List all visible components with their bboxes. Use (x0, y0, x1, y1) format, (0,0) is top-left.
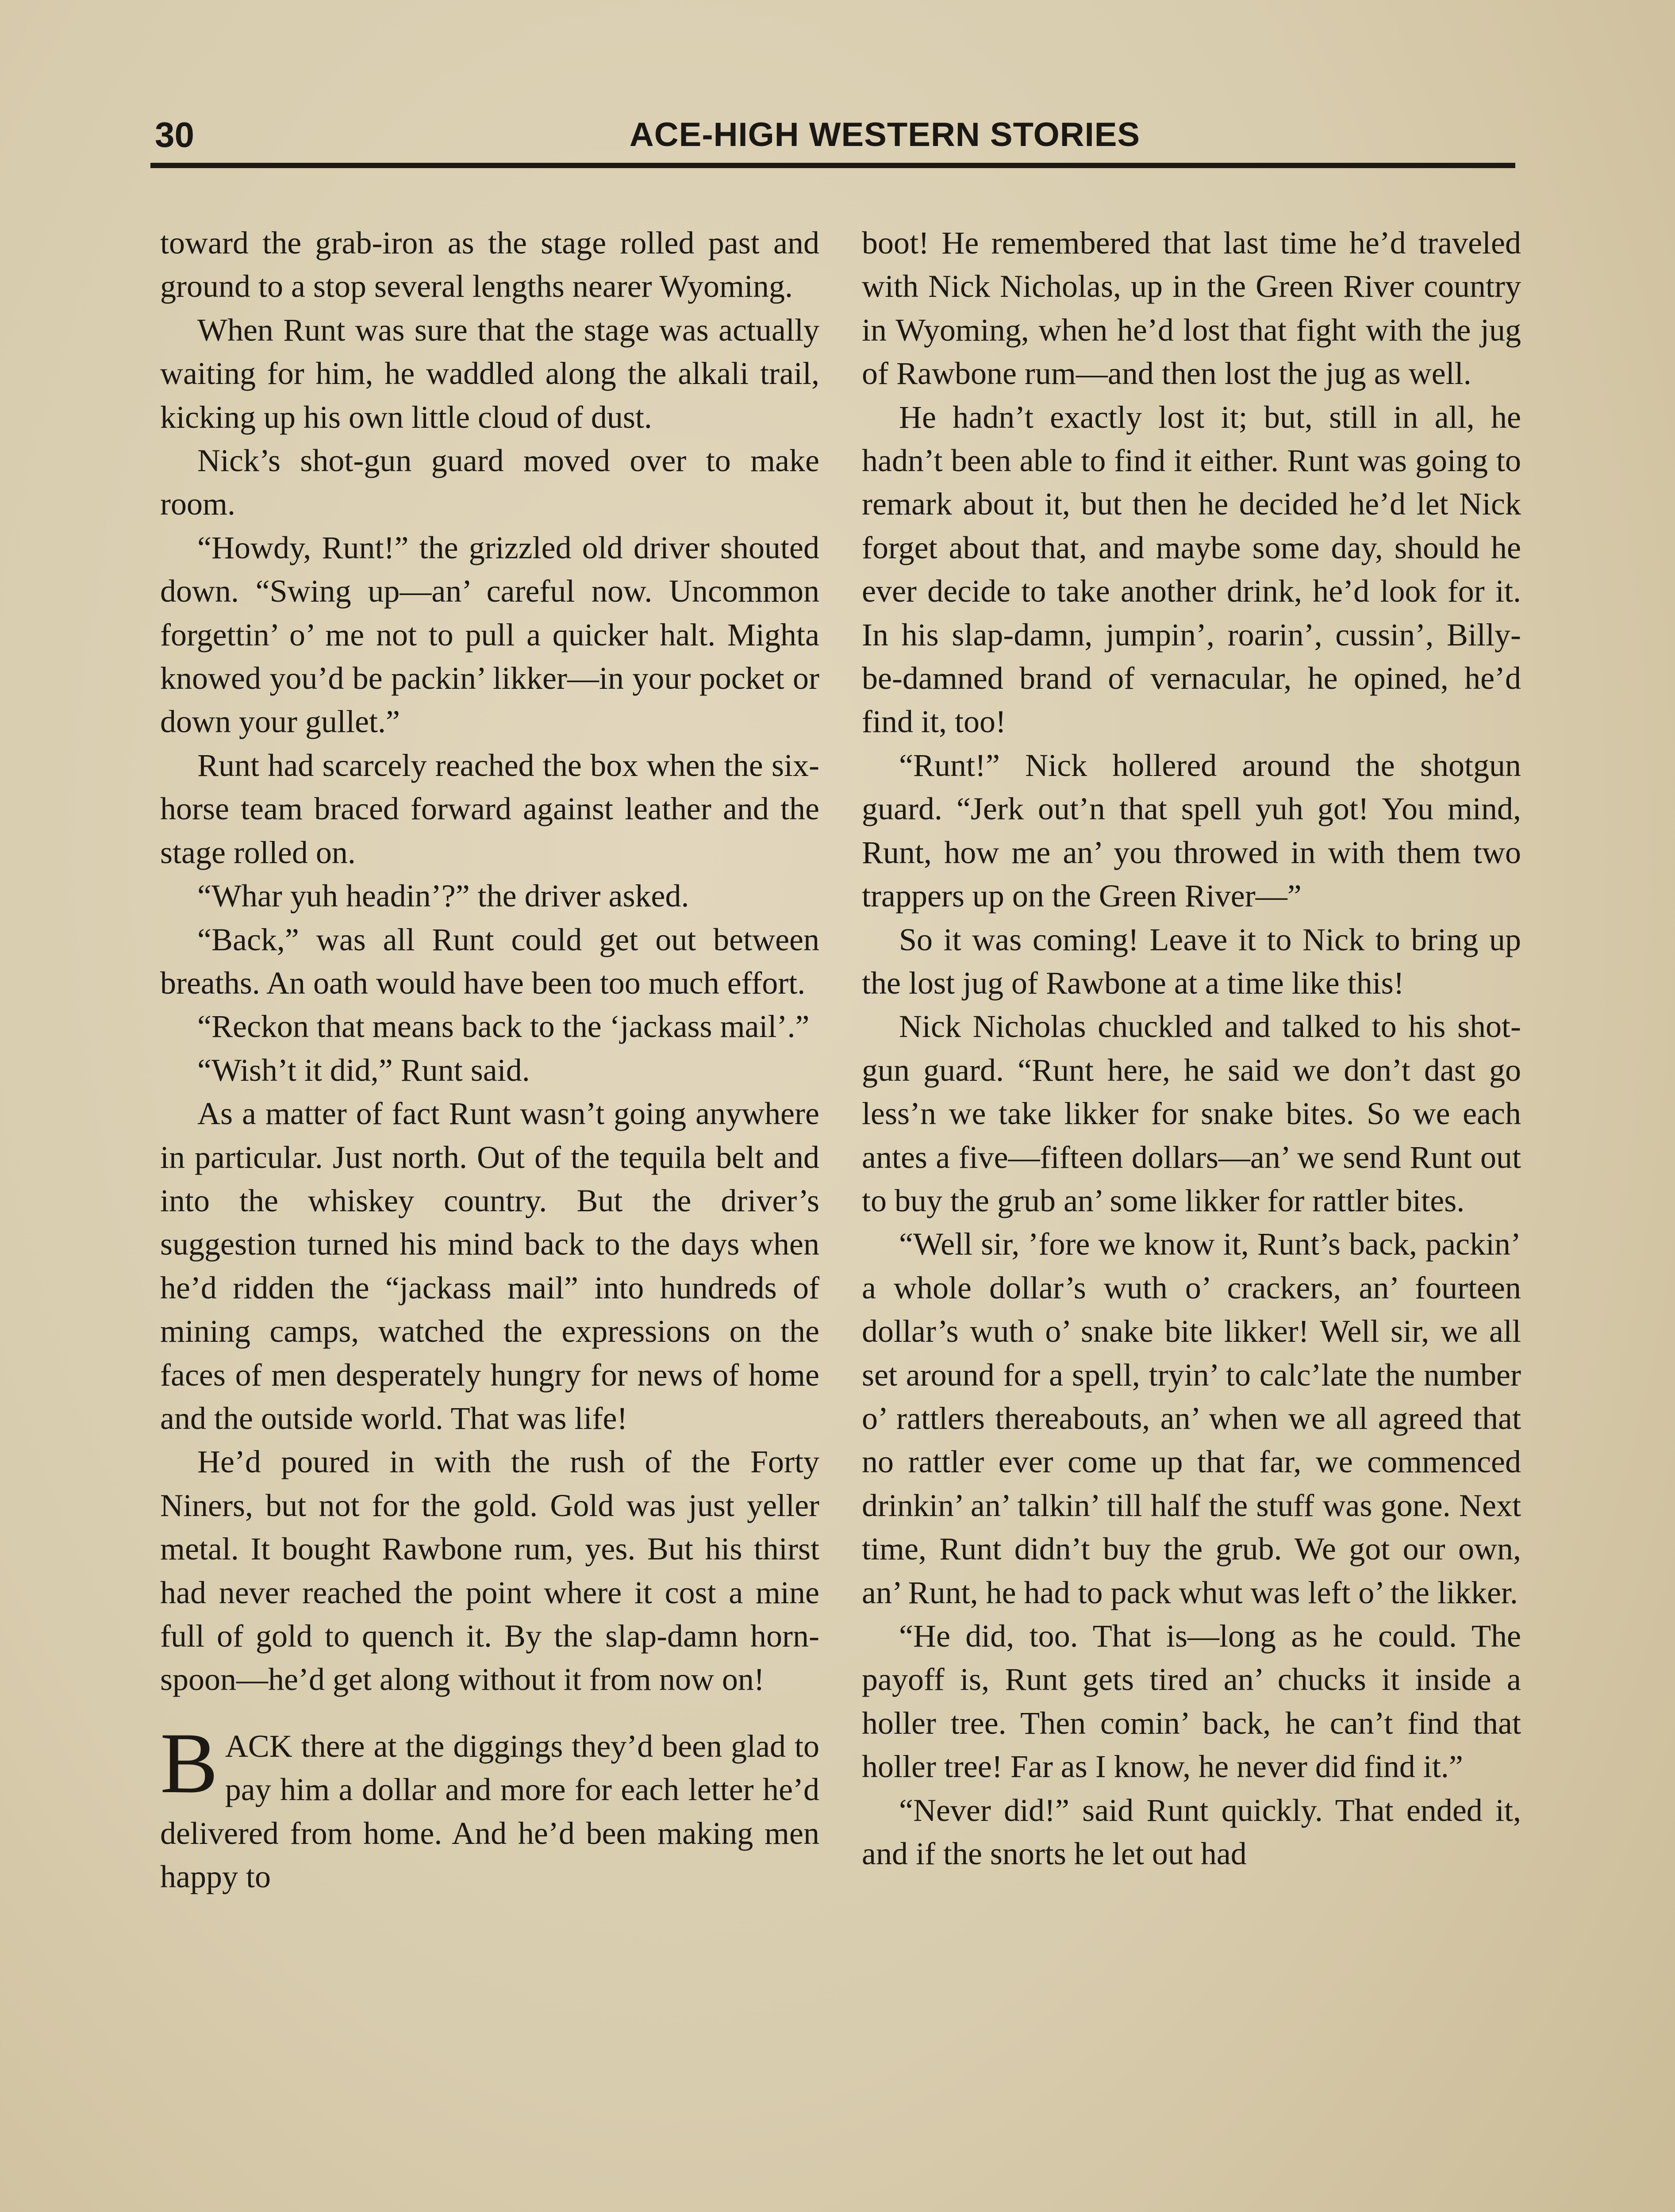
left-column-paragraph: Nick’s shot-gun guard moved over to make room. (160, 443, 819, 522)
left-column-paragraph: When Runt was sure that the stage was actually waiting for him, he waddled along the alkali trail, kicking up his own little cloud of dust. (160, 312, 819, 435)
left-column-paragraph (160, 1715, 819, 1899)
drop-cap-text: ACK there at the diggings they’d been glad to pay him a dollar and more for each letter he’d delivered from home. And he’d been making men happy to (160, 1728, 819, 1895)
left-column-paragraph: As a matter of fact Runt wasn’t going anywhere in particular. Just north. Out of the tequila belt and into the whiskey country. But the driver’s suggestion turned his mind back to the days when he’d ridden the “jackass mail” into hundreds of mining camps, watched the expressions on the faces of men desperately hungry for news of home and the outside world. That was life! (160, 1096, 819, 1436)
left-column (160, 221, 819, 1898)
page-number: 30 (155, 115, 194, 154)
left-column-paragraph: “Back,” was all Runt could get out between breaths. An oath would have been too much effort. (160, 922, 819, 1001)
running-title: ACE-HIGH WESTERN STORIES (629, 116, 1141, 154)
left-column-paragraph: toward the grab-iron as the stage rolled past and ground to a stop several lengths nearer Wyoming. (160, 225, 819, 304)
right-column-paragraph: “He did, too. That is—long as he could. The payoff is, Runt gets tired an’ chucks it inside a holler tree. Then comin’ back, he can’t find that holler tree! Far as I know, he never did find it.” (862, 1618, 1521, 1785)
left-column-paragraph: “Wish’t it did,” Runt said. (197, 1052, 530, 1088)
page-header (150, 111, 1513, 159)
right-column-paragraph: He hadn’t exactly lost it; but, still in all, he hadn’t been able to find it either. Runt was going to remark about it, but then he decided he’d let Nick forget about that, and maybe some day, should he ever decide to take another drink, he’d look for it. In his slap-damn, jumpin’, roarin’, cussin’, Billy-be-damned brand of vernacular, he opined, he’d find it, too! (862, 399, 1521, 740)
right-column (862, 221, 1521, 1875)
right-column-paragraph: “Well sir, ’fore we know it, Runt’s back, packin’ a whole dollar’s wuth o’ crackers, an’ fourteen dollar’s wuth o’ snake bite likker! Well sir, we all set around for a spell, tryin’ to calc’late the number o’ rattlers thereabouts, an’ when we all agreed that no rattler ever come up that far, we commenced drinkin’ an’ talkin’ till half the stuff was gone. Next time, Runt didn’t buy the grub. We got our own, an’ Runt, he had to pack whut was left o’ the likker. (862, 1226, 1521, 1610)
right-column-paragraph: “Never did!” said Runt quickly. That ended it, and if the snorts he let out had (862, 1792, 1521, 1872)
drop-cap: B (160, 1715, 218, 1811)
right-column-paragraph: Nick Nicholas chuckled and talked to his shot-gun guard. “Runt here, he said we don’t dast go less’n we take likker for snake bites. So we each antes a five—fifteen dollars—an’ we send Runt out to buy the grub an’ some likker for rattler bites. (862, 1009, 1521, 1218)
left-column-paragraph: “Howdy, Runt!” the grizzled old driver shouted down. “Swing up—an’ careful now. Uncommon forgettin’ o’ me not to pull a quicker halt. Mighta knowed you’d be packin’ likker—in your pocket or down your gullet.” (160, 530, 819, 740)
left-column-paragraph: “Whar yuh headin’?” the driver asked. (197, 878, 689, 914)
right-column-paragraph: boot! He remembered that last time he’d traveled with Nick Nicholas, up in the Green River country in Wyoming, when he’d lost that fight with the jug of Rawbone rum—and then lost the jug as well. (862, 225, 1521, 392)
header-rule (150, 163, 1515, 168)
right-column-paragraph: “Runt!” Nick hollered around the shotgun guard. “Jerk out’n that spell yuh got! You mind, Runt, how me an’ you throwed in with them two trappers up on the Green River—” (862, 747, 1521, 914)
left-column-paragraph: Runt had scarcely reached the box when the six-horse team braced forward against leather and the stage rolled on. (160, 747, 819, 870)
right-column-paragraph: So it was coming! Leave it to Nick to bring up the lost jug of Rawbone at a time like this! (862, 922, 1521, 1001)
left-column-paragraph: He’d poured in with the rush of the Forty Niners, but not for the gold. Gold was just yeller metal. It bought Rawbone rum, yes. But his thirst had never reached the point where it cost a mine full of gold to quench it. By the slap-damn horn-spoon—he’d get along without it from now on! (160, 1444, 819, 1697)
left-column-paragraph: “Reckon that means back to the ‘jackass mail’.” (197, 1009, 810, 1045)
